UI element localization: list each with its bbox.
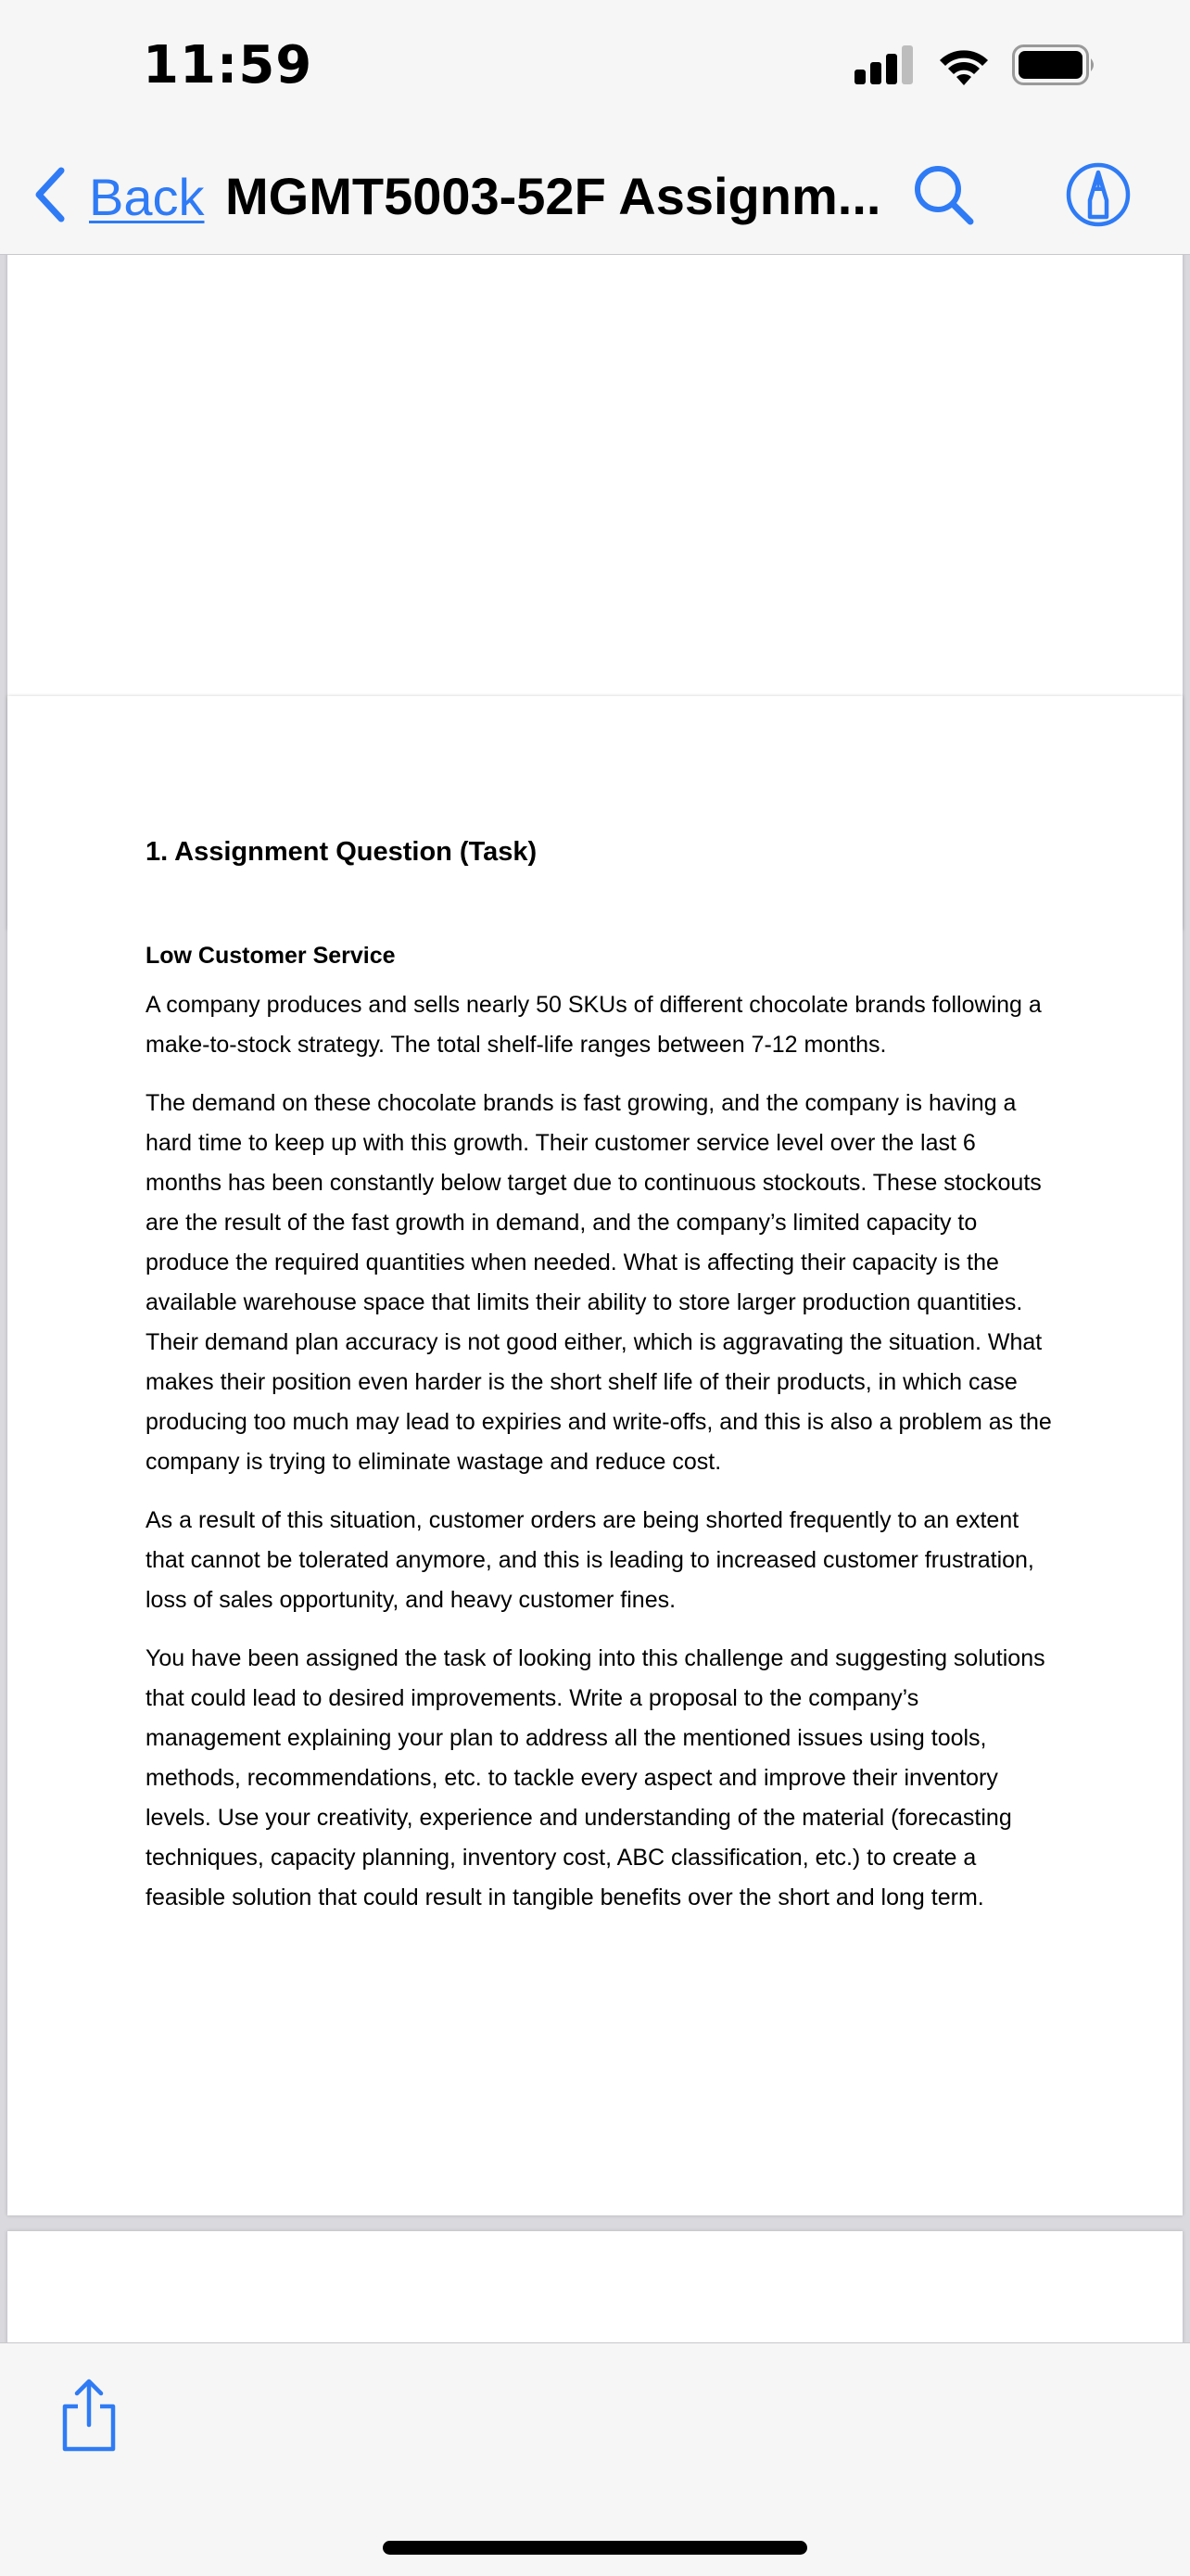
home-indicator[interactable] — [383, 2541, 807, 2555]
status-bar — [0, 0, 1190, 139]
back-label: Back — [89, 167, 205, 226]
paragraph: As a result of this situation, customer orders are being shorted frequently to an extent that cannot be tolerated anymore, and this is leading to increased customer frustration, loss of sales opportunity, and heavy customer fines. — [146, 1507, 1034, 1613]
cellular-signal-icon — [855, 45, 916, 89]
nav-bar — [0, 139, 1190, 255]
share-icon — [59, 2379, 119, 2457]
sub-heading: Low Customer Service — [146, 943, 396, 969]
paragraph: You have been assigned the task of looking into this challenge and suggesting solutions that could lead to desired improvements. Write a proposal to the company’s management explaining your plan to address all the mentioned issues using tools, methods, recommendations, etc. to tackle every aspect and improve their inventory levels. Use your creativity, experience and understanding of the material (forecasting techniques, capacity planning, inventory cost, ABC classification, etc.) to create a feasible solution that could result in tangible benefits over the short and long term. — [146, 1645, 1045, 1910]
status-icons — [855, 44, 1097, 90]
markup-pen-icon — [1065, 161, 1132, 233]
share-button[interactable] — [52, 2377, 126, 2458]
wifi-icon — [936, 44, 992, 90]
bottom-toolbar — [0, 2342, 1190, 2576]
document-title: MGMT5003-52F Assignm... — [225, 167, 881, 225]
battery-icon — [1012, 44, 1097, 90]
back-button[interactable] — [32, 159, 205, 234]
section-heading: 1. Assignment Question (Task) — [146, 837, 538, 867]
search-button[interactable] — [906, 159, 981, 234]
document-page — [7, 2231, 1183, 2342]
document-viewport[interactable] — [0, 255, 1190, 2342]
markup-button[interactable] — [1061, 159, 1135, 234]
chevron-left-icon — [32, 165, 69, 229]
search-icon — [911, 162, 976, 232]
page-content — [146, 833, 1054, 1918]
document-page — [7, 696, 1183, 2215]
paragraph: The demand on these chocolate brands is fast growing, and the company is having a hard time to keep up with this growth. Their customer service level over the last 6 months has been constantly below target due to continuous stockouts. These stockouts are the result of the fast growth in demand, and the company’s limited capacity to produce the required quantities when needed. What is affecting their capacity is the available warehouse space that limits their ability to store larger production quantities. Their demand plan accuracy is not good either, which is aggravating the situation. What makes their position even harder is the short shelf life of their products, in which case producing too much may lead to expiries and write-offs, and this is also a problem as the company is trying to eliminate wastage and reduce cost. — [146, 1090, 1052, 1475]
status-time: 11:59 — [143, 35, 313, 95]
paragraph: A company produces and sells nearly 50 SKUs of different chocolate brands following a make-to-stock strategy. The total shelf-life ranges between 7-12 months. — [146, 992, 1042, 1058]
